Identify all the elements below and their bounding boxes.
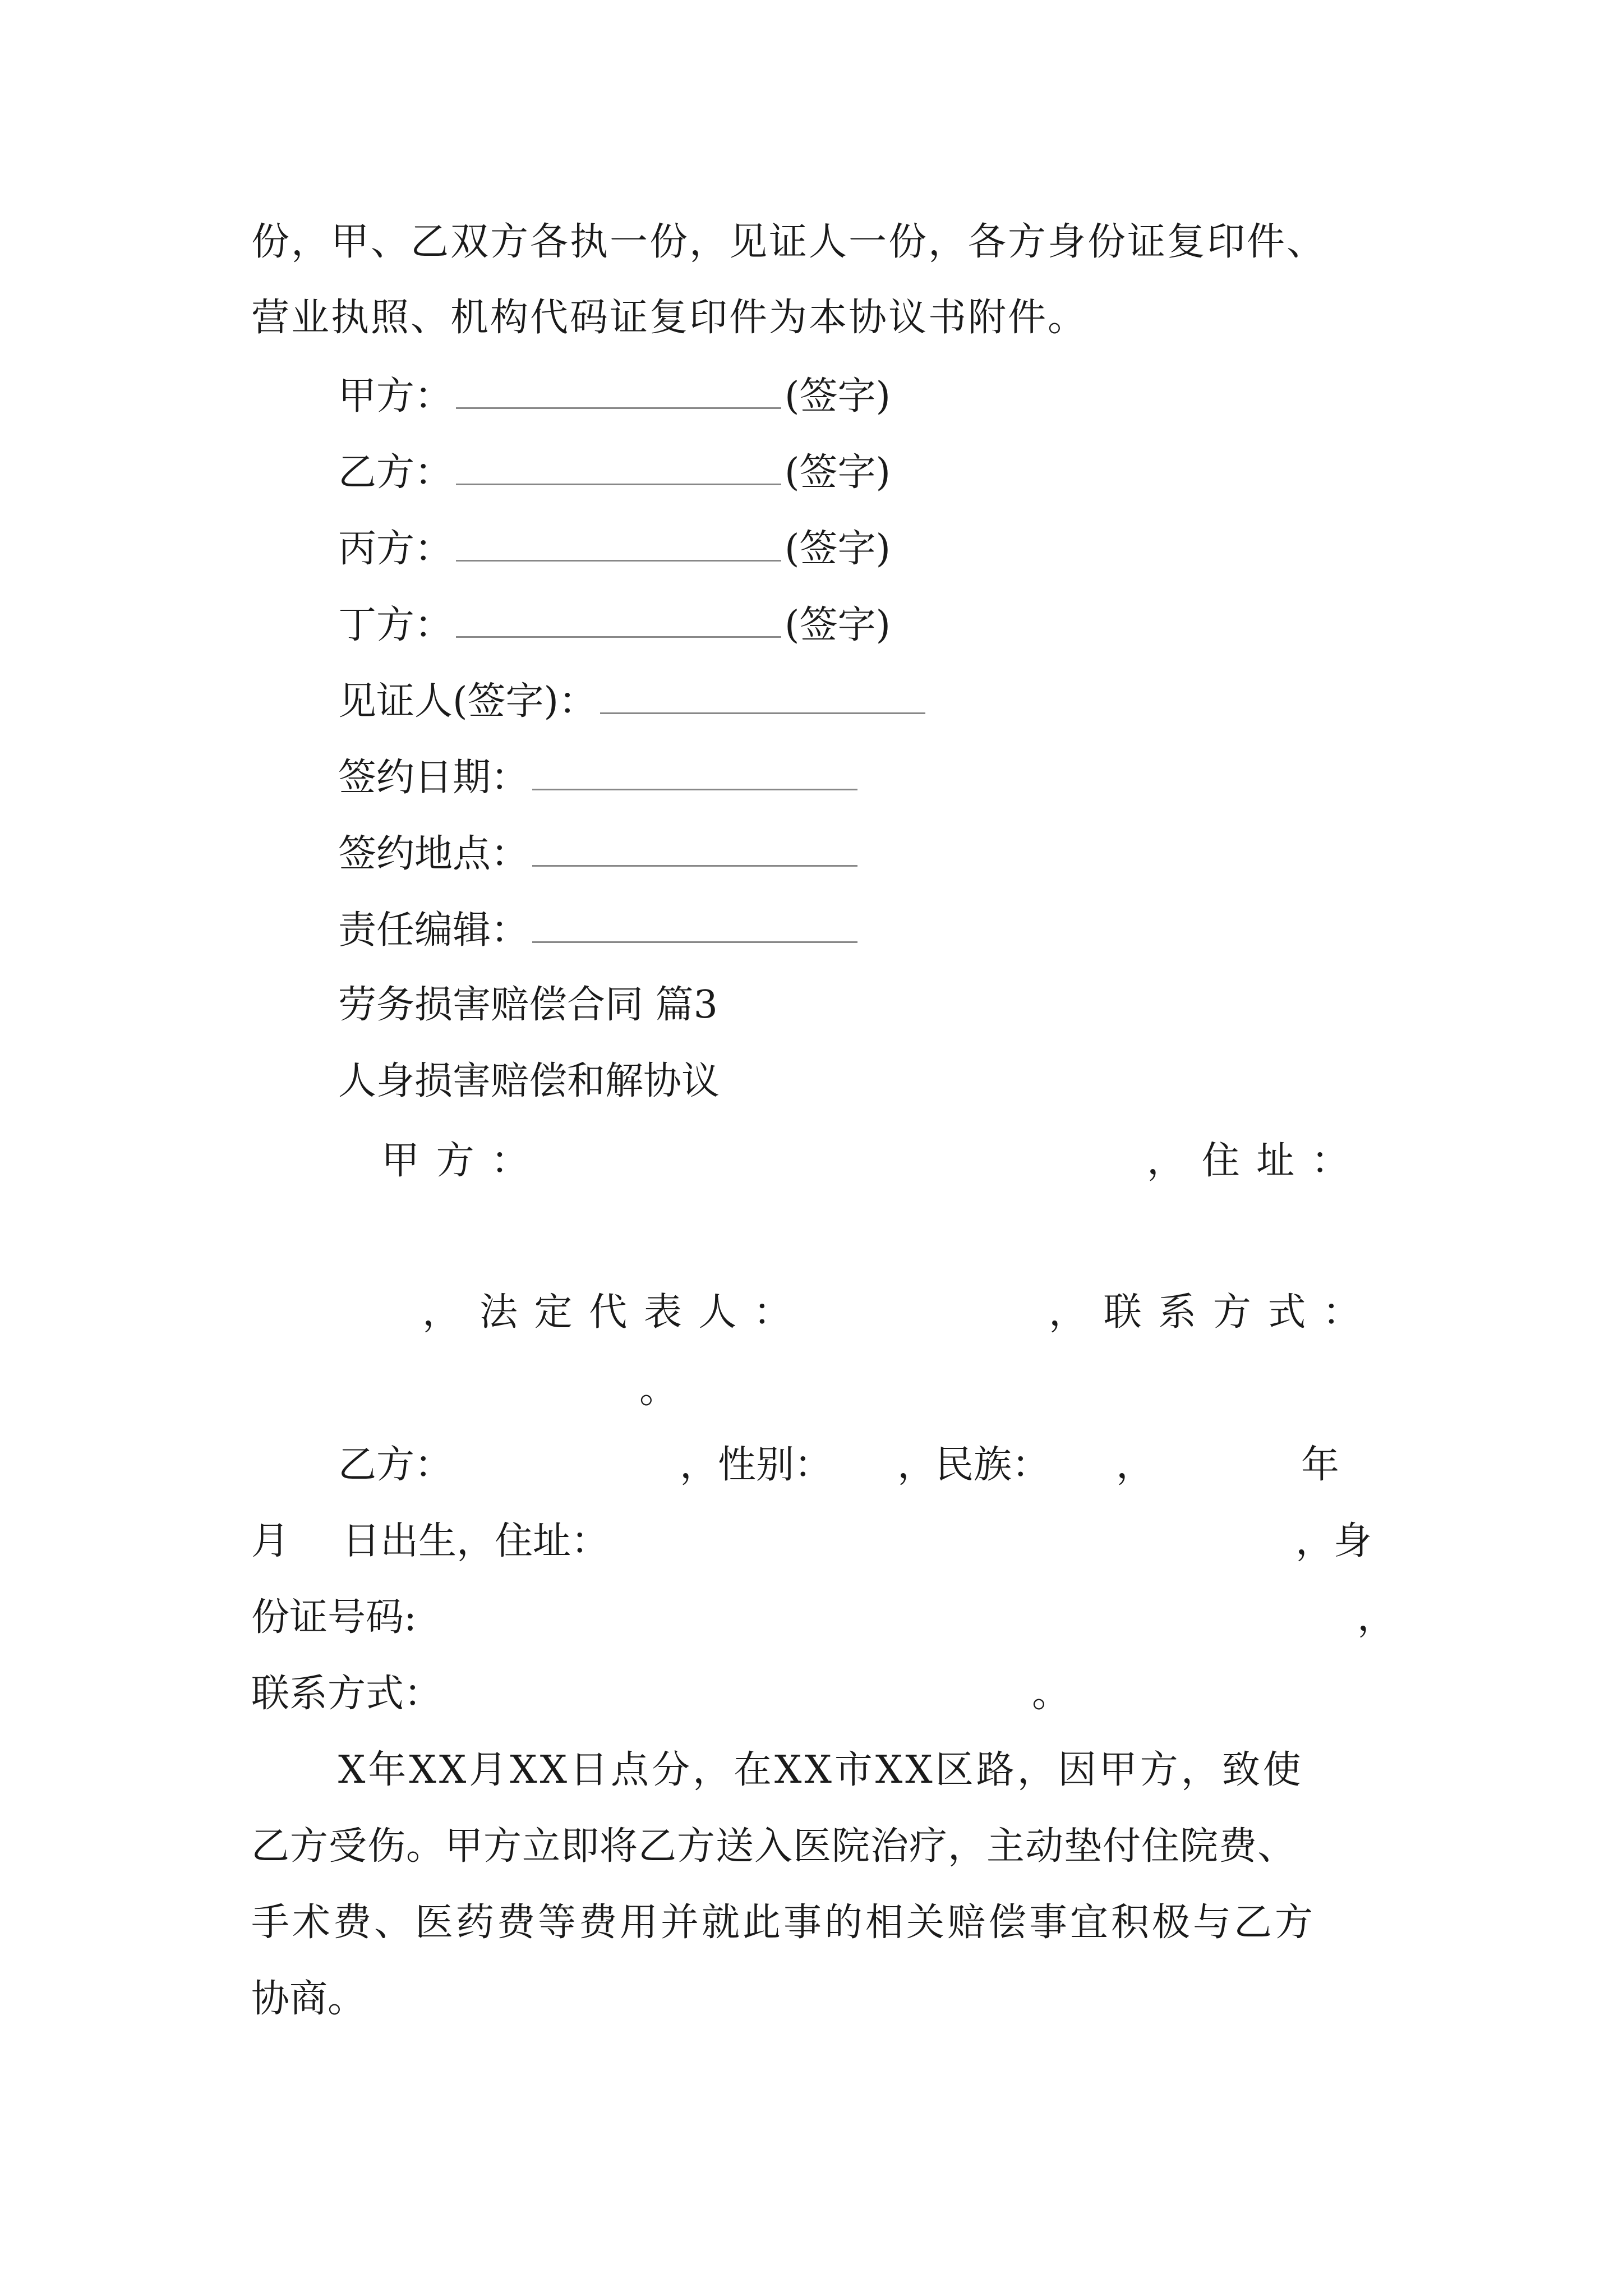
birth-month-label: 月 [251, 1519, 290, 1563]
signature-blank [456, 528, 781, 562]
sign-date-blank [532, 757, 857, 790]
party-a-end: 。 [639, 1368, 678, 1412]
ethnicity-label: ，民族： [897, 1443, 1050, 1487]
signature-line-party-b [338, 450, 891, 495]
signature-suffix: (签字) [785, 527, 891, 571]
sign-date-line [338, 756, 861, 800]
party-a-address-label: ， 住 址 ： [1147, 1139, 1352, 1183]
born-address-label: 日出生，住址： [342, 1519, 610, 1563]
paragraph-line: X年XX月XX日点分，在XX市XX区路，因甲方，致使 [338, 1748, 1304, 1792]
paragraph-line: 协商。 [251, 1977, 366, 2021]
section-title: 劳务损害赔偿合同 篇3 [338, 983, 718, 1027]
contact-label: ， 联 系 方 式 ： [1049, 1290, 1363, 1335]
signature-suffix: (签字) [785, 374, 891, 418]
id-prefix: ，身 [1295, 1519, 1372, 1563]
editor-label: 责任编辑： [338, 908, 529, 953]
signature-label: 甲方： [338, 374, 453, 418]
signature-line-party-c [338, 527, 891, 571]
id-end: ， [1357, 1595, 1396, 1640]
sign-date-label: 签约日期： [338, 756, 529, 800]
signature-blank [456, 452, 781, 485]
legal-rep-prefix: ， [422, 1290, 461, 1335]
legal-rep-label: 法 定 代 表 人 ： [479, 1290, 794, 1335]
party-b-label: 乙方： [338, 1443, 453, 1487]
signature-blank [456, 605, 781, 638]
signature-suffix: (签字) [785, 450, 891, 495]
party-b-contact-label: 联系方式： [251, 1672, 442, 1716]
sign-place-label: 签约地点： [338, 832, 529, 876]
signature-label: 丙方： [338, 527, 453, 571]
agreement-title: 人身损害赔偿和解协议 [338, 1059, 720, 1103]
sign-place-blank [532, 834, 857, 867]
signature-label: 丁方： [338, 603, 453, 647]
gender-label: ，性别： [680, 1443, 833, 1487]
signature-line-party-a [338, 376, 891, 416]
editor-line [338, 908, 861, 953]
sign-place-line [338, 832, 861, 876]
witness-line [338, 679, 929, 724]
party-a-label: 甲 方 ： [381, 1139, 532, 1183]
signature-suffix: (签字) [785, 603, 891, 647]
paragraph-line: 手术费、医药费等费用并就此事的相关赔偿事宜积极与乙方 [251, 1901, 1316, 1945]
paragraph-line: 份，甲、乙双方各执一份，见证人一份，各方身份证复印件、 [251, 220, 1327, 264]
editor-blank [532, 910, 857, 943]
signature-blank [456, 376, 781, 409]
witness-blank [600, 681, 925, 714]
party-b-contact-end: 。 [1032, 1672, 1071, 1716]
signature-line-party-d [338, 605, 891, 645]
id-label: 份证号码: [251, 1595, 417, 1640]
ethnicity-comma: ， [1116, 1443, 1155, 1487]
birth-year-label: 年 [1301, 1443, 1340, 1487]
witness-label: 见证人(签字)： [338, 679, 597, 724]
paragraph-line: 乙方受伤。甲方立即将乙方送入医院治疗，主动垫付住院费、 [251, 1824, 1297, 1869]
paragraph-line: 营业执照、机构代码证复印件为本协议书附件。 [251, 296, 1088, 340]
signature-label: 乙方： [338, 450, 453, 495]
